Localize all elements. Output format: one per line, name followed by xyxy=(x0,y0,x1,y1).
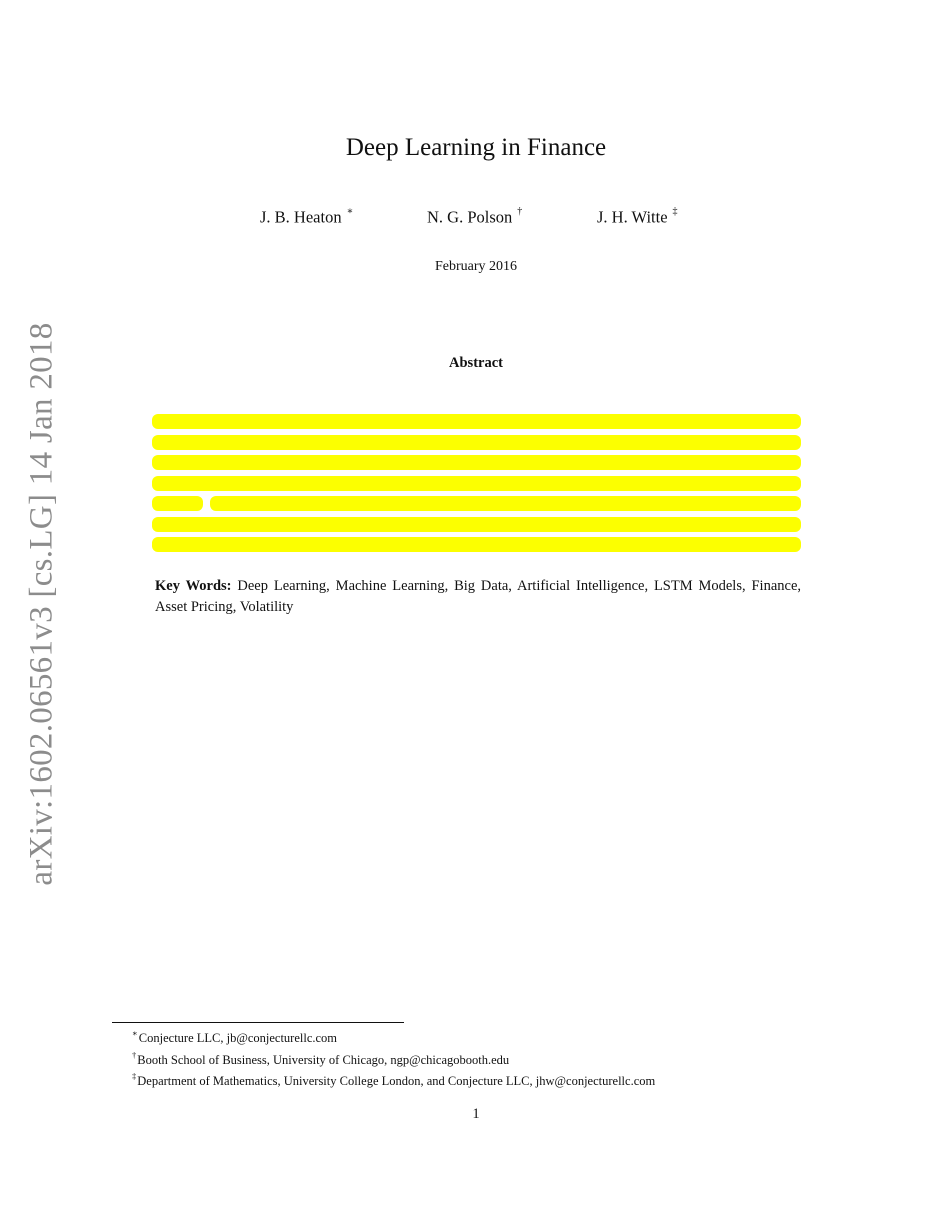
keywords-text: Deep Learning, Machine Learning, Big Data, Artificial Intelligence, LSTM Models, Finance, Asset Pricing, Volatility xyxy=(155,578,802,615)
publication-date: February 2016 xyxy=(434,259,518,274)
author-footnote-mark: † xyxy=(517,206,523,217)
author-name: N. G. Polson xyxy=(427,207,513,227)
footnote-mark: ‡ xyxy=(132,1071,137,1082)
keywords xyxy=(155,576,801,617)
footnote-polson xyxy=(132,1048,832,1070)
arxiv-identifier: arXiv:1602.06561v3 [cs.LG] 14 Jan 2018 xyxy=(23,322,60,886)
author-footnote-mark: ‡ xyxy=(672,206,678,217)
footnote-text: Department of Mathematics, University College London, and Conjecture LLC, jhw@conjecturellc.com xyxy=(137,1074,656,1089)
keywords-label: Key Words: xyxy=(155,578,232,594)
redaction-bar xyxy=(152,496,203,511)
redaction-bar xyxy=(152,414,801,429)
footnote-mark: ∗ xyxy=(132,1028,138,1038)
page-number: 1 xyxy=(472,1106,480,1122)
footnote-divider xyxy=(112,1022,404,1023)
footnote-witte xyxy=(132,1069,832,1091)
abstract-heading: Abstract xyxy=(449,355,503,371)
author-heaton xyxy=(260,203,353,229)
redaction-bar xyxy=(152,517,801,532)
redaction-bar xyxy=(152,476,801,491)
author-witte xyxy=(597,203,678,229)
footnote-heaton xyxy=(132,1026,832,1048)
redaction-bar xyxy=(152,435,801,450)
redaction-bar xyxy=(152,455,801,470)
author-name: J. H. Witte xyxy=(597,207,668,227)
author-polson xyxy=(427,203,522,229)
footnote-text: Booth School of Business, University of Chicago, ngp@chicagobooth.edu xyxy=(137,1052,510,1067)
footnote-mark: † xyxy=(132,1049,137,1060)
paper-title: Deep Learning in Finance xyxy=(345,134,607,161)
redaction-bar xyxy=(210,496,801,511)
footnotes xyxy=(132,1026,832,1091)
author-name: J. B. Heaton xyxy=(260,207,342,227)
author-footnote-mark: ∗ xyxy=(346,206,354,217)
footnote-text: Conjecture LLC, jb@conjecturellc.com xyxy=(138,1031,338,1046)
redaction-bar xyxy=(152,537,801,552)
